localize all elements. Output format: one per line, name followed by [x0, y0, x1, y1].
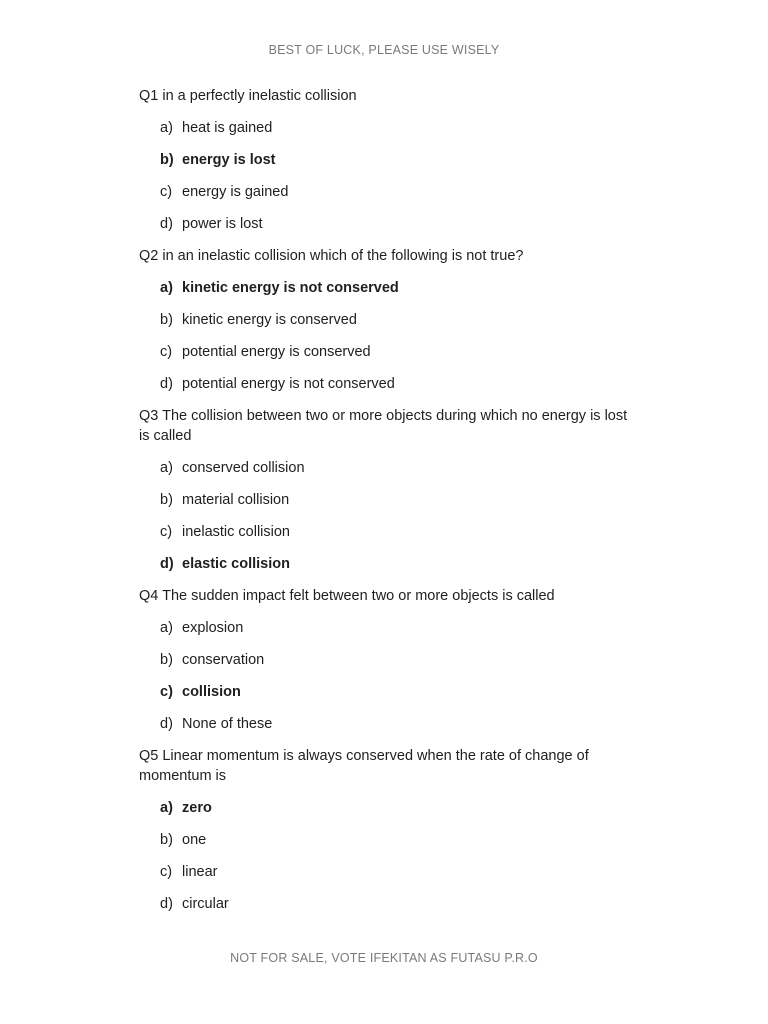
- option-text: material collision: [182, 492, 290, 508]
- option-item-correct: [160, 798, 629, 818]
- option-text: kinetic energy is conserved: [182, 312, 357, 328]
- option-letter: c): [160, 684, 173, 700]
- question-text: Q2 in an inelastic collision which of the following is not true?: [139, 248, 524, 264]
- option-item: [160, 490, 629, 510]
- question-block: [139, 406, 629, 574]
- option-item-correct: [160, 554, 629, 574]
- option-text: energy is lost: [182, 152, 276, 168]
- option-letter: b): [160, 652, 173, 668]
- option-text: conserved collision: [182, 460, 305, 476]
- option-item: [160, 894, 629, 914]
- option-letter: c): [160, 524, 173, 540]
- option-item: [160, 862, 629, 882]
- option-text: collision: [182, 684, 241, 700]
- option-text: conservation: [182, 652, 265, 668]
- question-block: [139, 246, 629, 394]
- option-letter: a): [160, 620, 173, 636]
- page-header: BEST OF LUCK, PLEASE USE WISELY: [268, 43, 500, 57]
- question-block: [139, 746, 629, 914]
- option-item: [160, 310, 629, 330]
- page-footer: NOT FOR SALE, VOTE IFEKITAN AS FUTASU P.R.O: [230, 951, 538, 965]
- option-item: [160, 214, 629, 234]
- option-list: [139, 798, 629, 914]
- option-letter: c): [160, 864, 173, 880]
- option-text: heat is gained: [182, 120, 273, 136]
- option-item-correct: [160, 278, 629, 298]
- option-letter: d): [160, 896, 173, 912]
- option-letter: b): [160, 312, 173, 328]
- option-letter: a): [160, 460, 173, 476]
- option-letter: c): [160, 344, 173, 360]
- question-text: Q1 in a perfectly inelastic collision: [139, 88, 357, 104]
- option-letter: b): [160, 152, 174, 168]
- question-text: Q4 The sudden impact felt between two or more objects is called: [139, 588, 555, 604]
- option-list: [139, 458, 629, 574]
- option-item: [160, 650, 629, 670]
- question-block: [139, 86, 629, 234]
- option-item: [160, 830, 629, 850]
- option-item: [160, 522, 629, 542]
- option-item-correct: [160, 682, 629, 702]
- option-text: linear: [182, 864, 218, 880]
- question-text: Q5 Linear momentum is always conserved when the rate of change of momentum is: [139, 748, 589, 784]
- option-text: elastic collision: [182, 556, 290, 572]
- option-item-correct: [160, 150, 629, 170]
- option-text: one: [182, 832, 207, 848]
- option-letter: a): [160, 120, 173, 136]
- option-list: [139, 278, 629, 394]
- option-text: None of these: [182, 716, 273, 732]
- option-text: potential energy is conserved: [182, 344, 371, 360]
- option-letter: a): [160, 800, 173, 816]
- option-item: [160, 714, 629, 734]
- option-item: [160, 618, 629, 638]
- quiz-content: [139, 86, 629, 926]
- option-text: potential energy is not conserved: [182, 376, 395, 392]
- option-letter: d): [160, 216, 173, 232]
- option-list: [139, 118, 629, 234]
- option-letter: c): [160, 184, 173, 200]
- option-text: circular: [182, 896, 229, 912]
- option-item: [160, 342, 629, 362]
- option-text: kinetic energy is not conserved: [182, 280, 399, 296]
- option-letter: a): [160, 280, 173, 296]
- option-item: [160, 118, 629, 138]
- option-letter: d): [160, 716, 173, 732]
- question-text: Q3 The collision between two or more objects during which no energy is lost is called: [139, 408, 628, 444]
- option-item: [160, 182, 629, 202]
- option-text: explosion: [182, 620, 244, 636]
- option-text: energy is gained: [182, 184, 289, 200]
- option-text: inelastic collision: [182, 524, 290, 540]
- option-text: zero: [182, 800, 212, 816]
- option-letter: b): [160, 832, 173, 848]
- question-block: [139, 586, 629, 734]
- option-letter: b): [160, 492, 173, 508]
- option-item: [160, 458, 629, 478]
- option-text: power is lost: [182, 216, 263, 232]
- option-item: [160, 374, 629, 394]
- option-letter: d): [160, 556, 174, 572]
- option-letter: d): [160, 376, 173, 392]
- option-list: [139, 618, 629, 734]
